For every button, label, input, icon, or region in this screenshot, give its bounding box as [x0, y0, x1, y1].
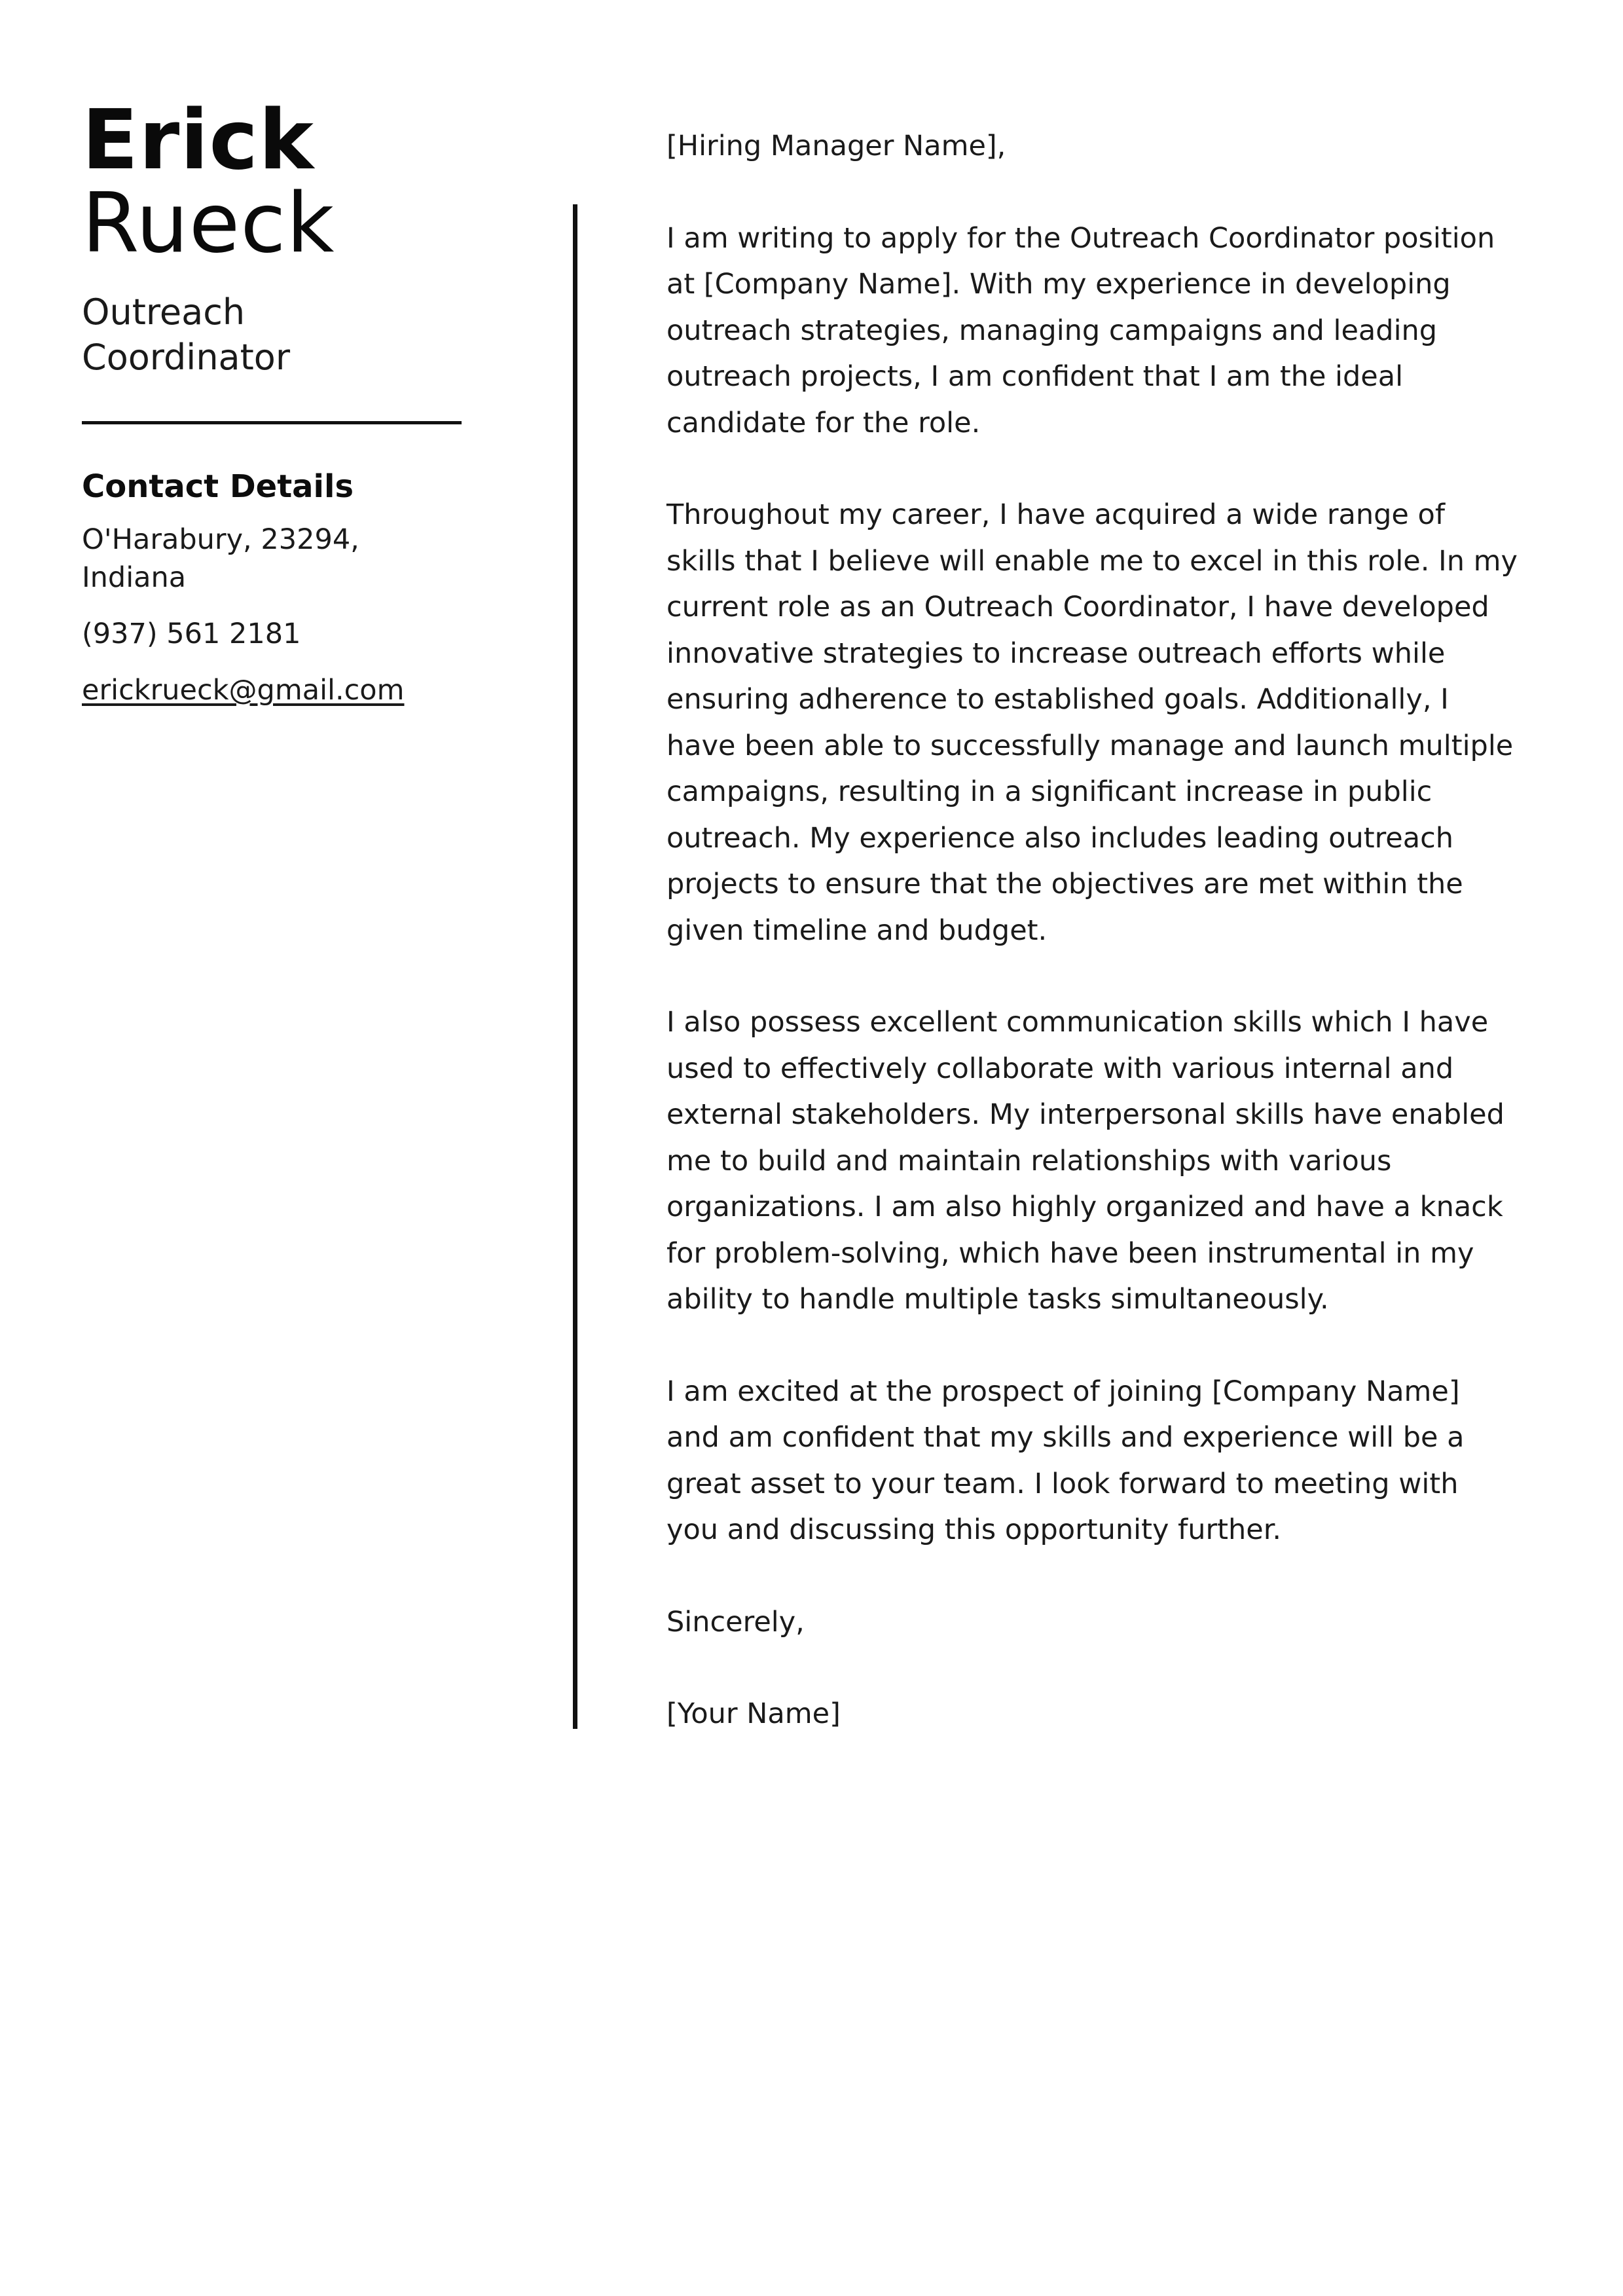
paragraph-experience: Throughout my career, I have acquired a wide range of skills that I believe will enable me to excel in this role. In my current role as an Outreach Coordinator, I have developed innovative strategies to increase outreach efforts while ensuring adherence to established goals. Additionally, I have been able to successfully manage and launch multiple campaigns, resulting in a significant increase in public outreach. My experience also includes leading outreach projects to ensure that the objectives are met within the given timeline and budget.: [666, 498, 1518, 947]
signature: [Your Name]: [666, 1697, 841, 1730]
job-title: Outreach Coordinator: [82, 291, 291, 378]
contact-address: O'Harabury, 23294, Indiana: [82, 523, 359, 594]
paragraph-closing: I am excited at the prospect of joining [Company Name] and am confident that my skills and experience will be a great asset to your team. I look forward to meeting with you and discussing this opportunity further.: [666, 1375, 1465, 1546]
contact-list: [82, 521, 462, 709]
paragraph-skills: I also possess excellent communication skills which I have used to effectively collaborate with various internal and external stakeholders. My interpersonal skills have enabled me to build and maintain relationships with various organizations. I am also highly organized and have a knack for problem-solving, which have been instrumental in my ability to handle multiple tasks simultaneously.: [666, 1006, 1504, 1316]
paragraph-intro: I am writing to apply for the Outreach Coordinator position at [Company Name]. With my experience in developing outreach strategies, managing campaigns and leading outreach projects, I am confident that I am the ideal candidate for the role.: [666, 221, 1495, 439]
letter-body: [666, 123, 1518, 1783]
last-name: Rueck: [82, 175, 335, 271]
contact-email-item: [82, 671, 462, 709]
contact-phone: (937) 561 2181: [82, 618, 301, 650]
vertical-divider: [573, 204, 577, 1729]
sidebar: [82, 92, 462, 728]
contact-email-link[interactable]: erickrueck@gmail.com: [82, 674, 405, 707]
closing: Sincerely,: [666, 1605, 805, 1639]
contact-heading: Contact Details: [82, 468, 354, 505]
candidate-name: [82, 92, 462, 271]
first-name: Erick: [82, 92, 314, 188]
salutation: [Hiring Manager Name],: [666, 130, 1006, 162]
sidebar-divider: [82, 421, 462, 424]
